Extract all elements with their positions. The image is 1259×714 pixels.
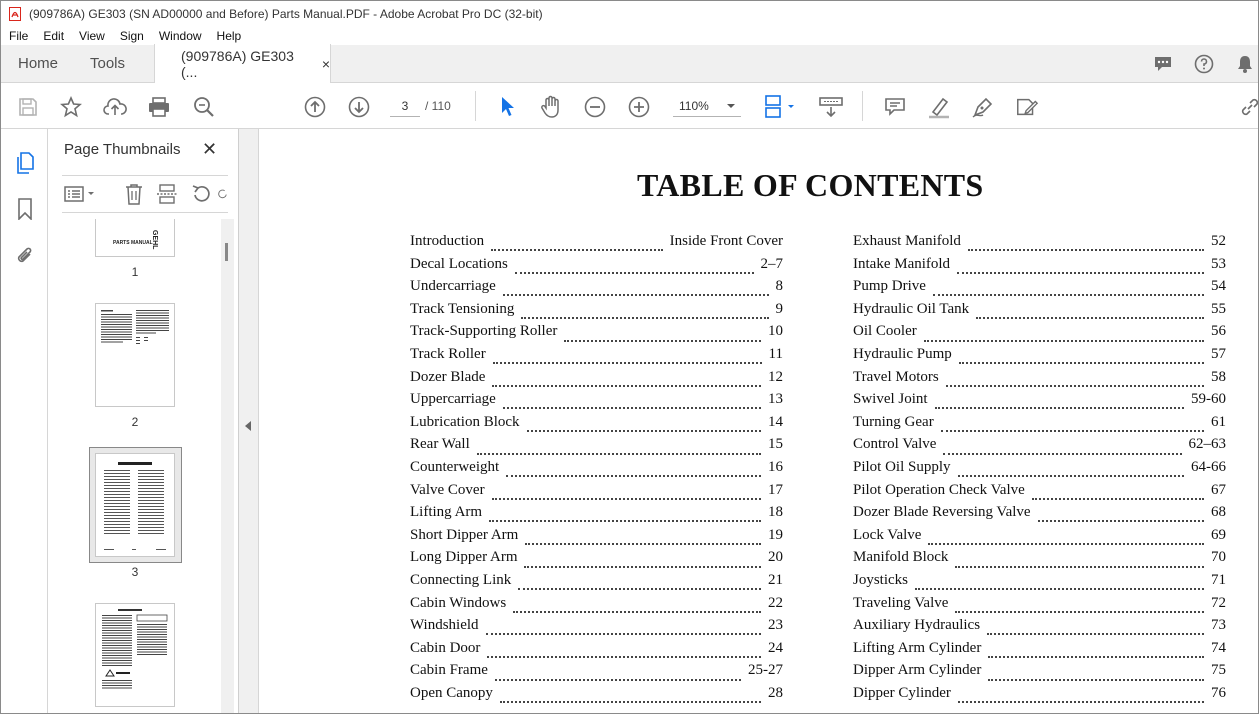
toc-dot-leader bbox=[959, 354, 1204, 364]
toc-entry-title: Hydraulic Oil Tank bbox=[853, 300, 970, 317]
toc-entry[interactable] bbox=[410, 549, 783, 572]
toc-entry-page: 13 bbox=[768, 391, 783, 408]
toc-entry-title: Lock Valve bbox=[853, 526, 922, 543]
toc-entry-page: 67 bbox=[1211, 481, 1226, 498]
toc-entry-title: Lubrication Block bbox=[410, 413, 520, 430]
toc-entry-title: Joysticks bbox=[853, 571, 909, 588]
toc-entry-page: 25-27 bbox=[748, 662, 783, 679]
rotate-clockwise-icon[interactable] bbox=[217, 182, 229, 206]
toc-entry[interactable] bbox=[410, 323, 783, 346]
add-comment-icon[interactable] bbox=[883, 95, 907, 119]
toc-entry-title: Counterweight bbox=[410, 458, 500, 475]
toc-entry[interactable] bbox=[853, 414, 1226, 437]
comment-bubble-icon[interactable] bbox=[1152, 53, 1174, 75]
notifications-bell-icon[interactable] bbox=[1234, 53, 1256, 75]
toc-entry-page: 15 bbox=[768, 436, 783, 453]
toc-entry-title: Valve Cover bbox=[410, 481, 485, 498]
tab-document-label: (909786A) GE303 (... bbox=[181, 47, 294, 80]
toc-dot-leader bbox=[506, 467, 761, 477]
toc-dot-leader bbox=[503, 399, 761, 409]
menu-sign[interactable]: Sign bbox=[119, 29, 144, 43]
chevron-down-icon bbox=[727, 104, 735, 108]
toc-entry-page: 23 bbox=[768, 617, 783, 634]
toc-entry-title: Auxiliary Hydraulics bbox=[853, 617, 981, 634]
toc-entry[interactable] bbox=[410, 278, 783, 301]
toc-dot-leader bbox=[515, 264, 754, 274]
thumbnail-label: 1 bbox=[131, 265, 139, 279]
share-link-icon[interactable] bbox=[1238, 95, 1259, 119]
toc-entry[interactable] bbox=[410, 391, 783, 414]
toc-entry-page: 59-60 bbox=[1191, 391, 1226, 408]
save-icon[interactable] bbox=[16, 95, 40, 119]
tabbar-right-icons bbox=[1152, 45, 1258, 83]
bookmarks-icon[interactable] bbox=[14, 197, 36, 221]
toc-entry[interactable] bbox=[853, 617, 1226, 640]
next-page-icon[interactable] bbox=[347, 95, 371, 119]
toc-dot-leader bbox=[524, 558, 761, 568]
toc-entry-page: 69 bbox=[1211, 526, 1226, 543]
toc-entry-title: Undercarriage bbox=[410, 278, 496, 295]
thumbnail-list bbox=[48, 219, 224, 714]
toc-dot-leader bbox=[955, 603, 1204, 613]
toc-entry[interactable] bbox=[410, 527, 783, 550]
page-thumbnails-panel bbox=[48, 129, 239, 714]
menu-edit[interactable]: Edit bbox=[43, 29, 65, 43]
toc-entry-page: 18 bbox=[768, 504, 783, 521]
toc-entry-title: Dipper Arm Cylinder bbox=[853, 662, 982, 679]
menu-help[interactable]: Help bbox=[216, 29, 242, 43]
toolbar-divider bbox=[862, 91, 863, 121]
toc-entry-title: Dozer Blade Reversing Valve bbox=[853, 504, 1031, 521]
toc-entry-title: Traveling Valve bbox=[853, 594, 949, 611]
toc-dot-leader bbox=[486, 625, 761, 635]
toc-entry-page: 19 bbox=[768, 526, 783, 543]
toc-entry-page: 11 bbox=[768, 345, 783, 362]
toc-entry-title: Track Tensioning bbox=[410, 300, 515, 317]
toc-entry-page: 14 bbox=[768, 413, 783, 430]
toc-dot-leader bbox=[955, 558, 1204, 568]
toc-entry-page: 54 bbox=[1211, 278, 1226, 295]
toc-entry-page: 55 bbox=[1211, 300, 1226, 317]
tab-home[interactable]: Home bbox=[18, 54, 59, 72]
thumbnail-toolbar bbox=[62, 175, 228, 213]
toc-entry[interactable] bbox=[410, 436, 783, 459]
toc-entry-page: 72 bbox=[1211, 594, 1226, 611]
toc-right-column bbox=[853, 233, 1226, 707]
toc-entry-title: Cabin Door bbox=[410, 639, 481, 656]
toc-entry-page: 61 bbox=[1211, 413, 1226, 430]
toc-entry-page: 76 bbox=[1211, 684, 1226, 701]
navigation-rail bbox=[1, 129, 48, 714]
tab-close-icon[interactable]: × bbox=[321, 55, 330, 72]
toc-entry[interactable] bbox=[410, 301, 783, 324]
toc-dot-leader bbox=[492, 377, 761, 387]
close-icon[interactable]: ✕ bbox=[202, 139, 218, 159]
rotate-page-icon[interactable] bbox=[189, 182, 213, 206]
toc-entry-page: 20 bbox=[768, 549, 783, 566]
toc-entry[interactable] bbox=[853, 572, 1226, 595]
menu-file[interactable]: File bbox=[9, 29, 29, 43]
toc-entry[interactable] bbox=[410, 595, 783, 618]
window-title: (909786A) GE303 (SN AD00000 and Before) Parts Manual.PDF - Adobe Acrobat Pro DC (32-bit) bbox=[29, 7, 543, 21]
toc-entry[interactable] bbox=[853, 482, 1226, 505]
acrobat-app-icon bbox=[7, 6, 23, 22]
toc-entry-title: Pilot Oil Supply bbox=[853, 458, 951, 475]
toc-dot-leader bbox=[518, 580, 761, 590]
toc-entry[interactable] bbox=[410, 346, 783, 369]
hand-tool-icon[interactable] bbox=[539, 95, 563, 119]
toc-entry-title: Open Canopy bbox=[410, 684, 493, 701]
thumbnail-page-4[interactable] bbox=[95, 603, 175, 707]
page-number-input[interactable]: 3 bbox=[390, 95, 420, 117]
toc-dot-leader bbox=[958, 467, 1184, 477]
toc-entry-title: Lifting Arm bbox=[410, 504, 483, 521]
toc-entry-page: 74 bbox=[1211, 639, 1226, 656]
toc-dot-leader bbox=[924, 332, 1204, 342]
help-icon[interactable] bbox=[1193, 53, 1215, 75]
toc-entry-page: 12 bbox=[768, 368, 783, 385]
toc-dot-leader bbox=[492, 490, 761, 500]
toc-entry[interactable] bbox=[410, 482, 783, 505]
toc-entry[interactable] bbox=[410, 256, 783, 279]
toc-dot-leader bbox=[564, 332, 761, 342]
toc-entry[interactable] bbox=[410, 640, 783, 663]
toc-entry-title: Manifold Block bbox=[853, 549, 949, 566]
toc-dot-leader bbox=[958, 693, 1204, 703]
toc-entry-page: 9 bbox=[775, 300, 783, 317]
toc-dot-leader bbox=[487, 648, 761, 658]
toc-entry[interactable] bbox=[410, 233, 783, 256]
toc-dot-leader bbox=[500, 693, 761, 703]
toc-entry-page: 17 bbox=[768, 481, 783, 498]
page-fit-icon[interactable] bbox=[763, 95, 797, 119]
toc-entry-page: 73 bbox=[1211, 617, 1226, 634]
toc-entry-title: Long Dipper Arm bbox=[410, 549, 518, 566]
toc-dot-leader bbox=[928, 535, 1204, 545]
toc-dot-leader bbox=[527, 422, 761, 432]
toc-dot-leader bbox=[495, 671, 741, 681]
toc-entry-page: 53 bbox=[1211, 255, 1226, 272]
toc-dot-leader bbox=[987, 625, 1204, 635]
toc-dot-leader bbox=[489, 512, 761, 522]
toc-entry-page: 16 bbox=[768, 458, 783, 475]
toc-entry-title: Intake Manifold bbox=[853, 255, 951, 272]
toc-dot-leader bbox=[1038, 512, 1204, 522]
toc-entry[interactable] bbox=[410, 617, 783, 640]
document-heading: TABLE OF CONTENTS bbox=[637, 167, 984, 203]
zoom-in-icon[interactable] bbox=[627, 95, 651, 119]
bookmark-star-icon[interactable] bbox=[59, 95, 83, 119]
menu-window[interactable]: Window bbox=[158, 29, 202, 43]
thumbnail-page-1[interactable] bbox=[95, 219, 175, 257]
toc-entry-title: Cabin Windows bbox=[410, 594, 507, 611]
toc-entry-title: Connecting Link bbox=[410, 571, 512, 588]
delete-trash-icon[interactable] bbox=[122, 182, 146, 206]
toc-left-column bbox=[410, 233, 783, 707]
toc-entry[interactable] bbox=[853, 346, 1226, 369]
toc-entry-title: Swivel Joint bbox=[853, 391, 928, 408]
toc-entry-title: Windshield bbox=[410, 617, 479, 634]
toc-entry-title: Short Dipper Arm bbox=[410, 526, 519, 543]
zoom-out-icon[interactable] bbox=[583, 95, 607, 119]
thumbnail-options-icon[interactable] bbox=[62, 182, 98, 206]
scroll-mode-icon[interactable] bbox=[817, 95, 845, 119]
toc-entry[interactable] bbox=[853, 685, 1226, 708]
toc-dot-leader bbox=[933, 286, 1204, 296]
panel-splitter[interactable] bbox=[239, 129, 259, 714]
toc-entry[interactable] bbox=[853, 256, 1226, 279]
toc-entry-page: 71 bbox=[1211, 571, 1226, 588]
panel-title: Page Thumbnails bbox=[64, 141, 181, 158]
thumbnail-page-1-heading: PARTS MANUAL bbox=[113, 240, 153, 246]
toc-entry-page: 58 bbox=[1211, 368, 1226, 385]
collapse-panel-arrow-icon[interactable] bbox=[245, 421, 251, 431]
toc-entry[interactable] bbox=[410, 369, 783, 392]
toc-entry-page: 75 bbox=[1211, 662, 1226, 679]
highlight-pen-icon[interactable] bbox=[927, 95, 951, 119]
toc-entry-title: Lifting Arm Cylinder bbox=[853, 639, 982, 656]
toc-entry-page: 28 bbox=[768, 684, 783, 701]
toc-dot-leader bbox=[968, 241, 1204, 251]
toc-dot-leader bbox=[477, 445, 761, 455]
page-thumbnails-icon[interactable] bbox=[14, 151, 36, 175]
toc-entry-title: Exhaust Manifold bbox=[853, 233, 961, 249]
toc-entry-page: Inside Front Cover bbox=[669, 233, 783, 249]
title-bar bbox=[1, 1, 1258, 27]
toc-entry[interactable] bbox=[853, 549, 1226, 572]
zoom-level-select[interactable] bbox=[673, 95, 741, 117]
toc-entry[interactable] bbox=[853, 459, 1226, 482]
toc-entry-page: 2–7 bbox=[760, 255, 783, 272]
toc-dot-leader bbox=[915, 580, 1204, 590]
toc-entry[interactable] bbox=[853, 323, 1226, 346]
toc-dot-leader bbox=[976, 309, 1204, 319]
toc-entry[interactable] bbox=[853, 369, 1226, 392]
draw-sign-icon[interactable] bbox=[971, 95, 995, 119]
toc-entry-page: 52 bbox=[1211, 233, 1226, 249]
document-view[interactable] bbox=[259, 129, 1258, 714]
toc-dot-leader bbox=[943, 445, 1181, 455]
toc-entry[interactable] bbox=[853, 301, 1226, 324]
toc-entry-title: Introduction bbox=[410, 233, 485, 249]
main-toolbar bbox=[1, 83, 1258, 129]
toc-entry-page: 8 bbox=[775, 278, 783, 295]
zoom-level-value: 110% bbox=[679, 99, 709, 113]
thumbnail-page-4-preview bbox=[96, 604, 174, 706]
toc-entry-page: 22 bbox=[768, 594, 783, 611]
toc-entry-title: Turning Gear bbox=[853, 413, 934, 430]
toc-entry[interactable] bbox=[410, 414, 783, 437]
toc-entry-page: 56 bbox=[1211, 323, 1226, 340]
page-total: / 110 bbox=[425, 99, 451, 113]
toc-entry[interactable] bbox=[410, 572, 783, 595]
toc-entry-title: Dozer Blade bbox=[410, 368, 486, 385]
toc-entry[interactable] bbox=[853, 233, 1226, 256]
thumbnail-label: 3 bbox=[131, 565, 139, 579]
toc-entry-page: 21 bbox=[768, 571, 783, 588]
toc-entry-title: Pump Drive bbox=[853, 278, 926, 295]
attachments-paperclip-icon[interactable] bbox=[14, 244, 36, 268]
tab-bar bbox=[1, 45, 1258, 83]
print-icon[interactable] bbox=[147, 95, 171, 119]
thumbnail-label: 2 bbox=[131, 415, 139, 429]
toc-dot-leader bbox=[935, 399, 1184, 409]
toc-entry[interactable] bbox=[853, 278, 1226, 301]
toolbar-divider bbox=[475, 91, 476, 121]
toc-entry-title: Pilot Operation Check Valve bbox=[853, 481, 1025, 498]
toc-entry-title: Cabin Frame bbox=[410, 662, 488, 679]
toc-dot-leader bbox=[513, 603, 761, 613]
toc-entry-title: Dipper Cylinder bbox=[853, 684, 951, 701]
toc-entry-page: 24 bbox=[768, 639, 783, 656]
toc-dot-leader bbox=[525, 535, 761, 545]
toc-entry-page: 57 bbox=[1211, 345, 1226, 362]
toc-dot-leader bbox=[988, 671, 1204, 681]
menu-bar bbox=[1, 27, 1258, 45]
previous-page-icon[interactable] bbox=[303, 95, 327, 119]
toc-entry-title: Track-Supporting Roller bbox=[410, 323, 558, 340]
tab-tools[interactable]: Tools bbox=[90, 54, 126, 72]
toc-dot-leader bbox=[493, 354, 762, 364]
toc-entry[interactable] bbox=[853, 527, 1226, 550]
toc-entry-title: Oil Cooler bbox=[853, 323, 917, 340]
toc-entry-page: 68 bbox=[1211, 504, 1226, 521]
toc-dot-leader bbox=[941, 422, 1204, 432]
toc-entry[interactable] bbox=[853, 436, 1226, 459]
toc-dot-leader bbox=[491, 241, 663, 251]
toc-entry-title: Travel Motors bbox=[853, 368, 939, 385]
toc-entry[interactable] bbox=[410, 685, 783, 708]
toc-dot-leader bbox=[1032, 490, 1204, 500]
extract-pages-icon[interactable] bbox=[155, 182, 179, 206]
toc-entry[interactable] bbox=[410, 459, 783, 482]
toc-entry-title: Uppercarriage bbox=[410, 391, 496, 408]
toc-entry[interactable] bbox=[853, 595, 1226, 618]
thumbnail-page-2[interactable] bbox=[95, 303, 175, 407]
toc-entry[interactable] bbox=[853, 662, 1226, 685]
toc-entry[interactable] bbox=[853, 640, 1226, 663]
toc-entry-page: 62–63 bbox=[1188, 436, 1226, 453]
thumbnail-page-3-preview bbox=[96, 454, 174, 556]
tab-document[interactable] bbox=[154, 44, 331, 83]
toc-dot-leader bbox=[988, 648, 1204, 658]
toc-dot-leader bbox=[521, 309, 768, 319]
toc-entry[interactable] bbox=[853, 504, 1226, 527]
toc-entry-title: Control Valve bbox=[853, 436, 937, 453]
toc-dot-leader bbox=[957, 264, 1204, 274]
thumbnail-page-1-logo: GEHL bbox=[151, 230, 158, 250]
search-zoom-icon[interactable] bbox=[192, 95, 216, 119]
toc-entry-page: 70 bbox=[1211, 549, 1226, 566]
toc-entry-title: Hydraulic Pump bbox=[853, 345, 952, 362]
thumbnail-scrollbar[interactable] bbox=[221, 219, 234, 714]
upload-cloud-icon[interactable] bbox=[103, 95, 127, 119]
toc-entry-title: Track Roller bbox=[410, 345, 486, 362]
toc-entry-page: 64-66 bbox=[1191, 458, 1226, 475]
toc-dot-leader bbox=[946, 377, 1204, 387]
toc-entry-title: Rear Wall bbox=[410, 436, 470, 453]
fill-sign-icon[interactable] bbox=[1015, 95, 1039, 119]
toc-entry-title: Decal Locations bbox=[410, 255, 508, 272]
select-cursor-icon[interactable] bbox=[495, 95, 519, 119]
thumbnail-page-3[interactable] bbox=[95, 453, 175, 557]
toc-entry[interactable] bbox=[410, 662, 783, 685]
toc-dot-leader bbox=[503, 286, 769, 296]
menu-view[interactable]: View bbox=[79, 29, 105, 43]
toc-entry[interactable] bbox=[853, 391, 1226, 414]
toc-entry-page: 10 bbox=[768, 323, 783, 340]
thumbnail-page-2-preview bbox=[96, 304, 174, 406]
toc-entry[interactable] bbox=[410, 504, 783, 527]
scrollbar-thumb[interactable] bbox=[225, 243, 228, 261]
